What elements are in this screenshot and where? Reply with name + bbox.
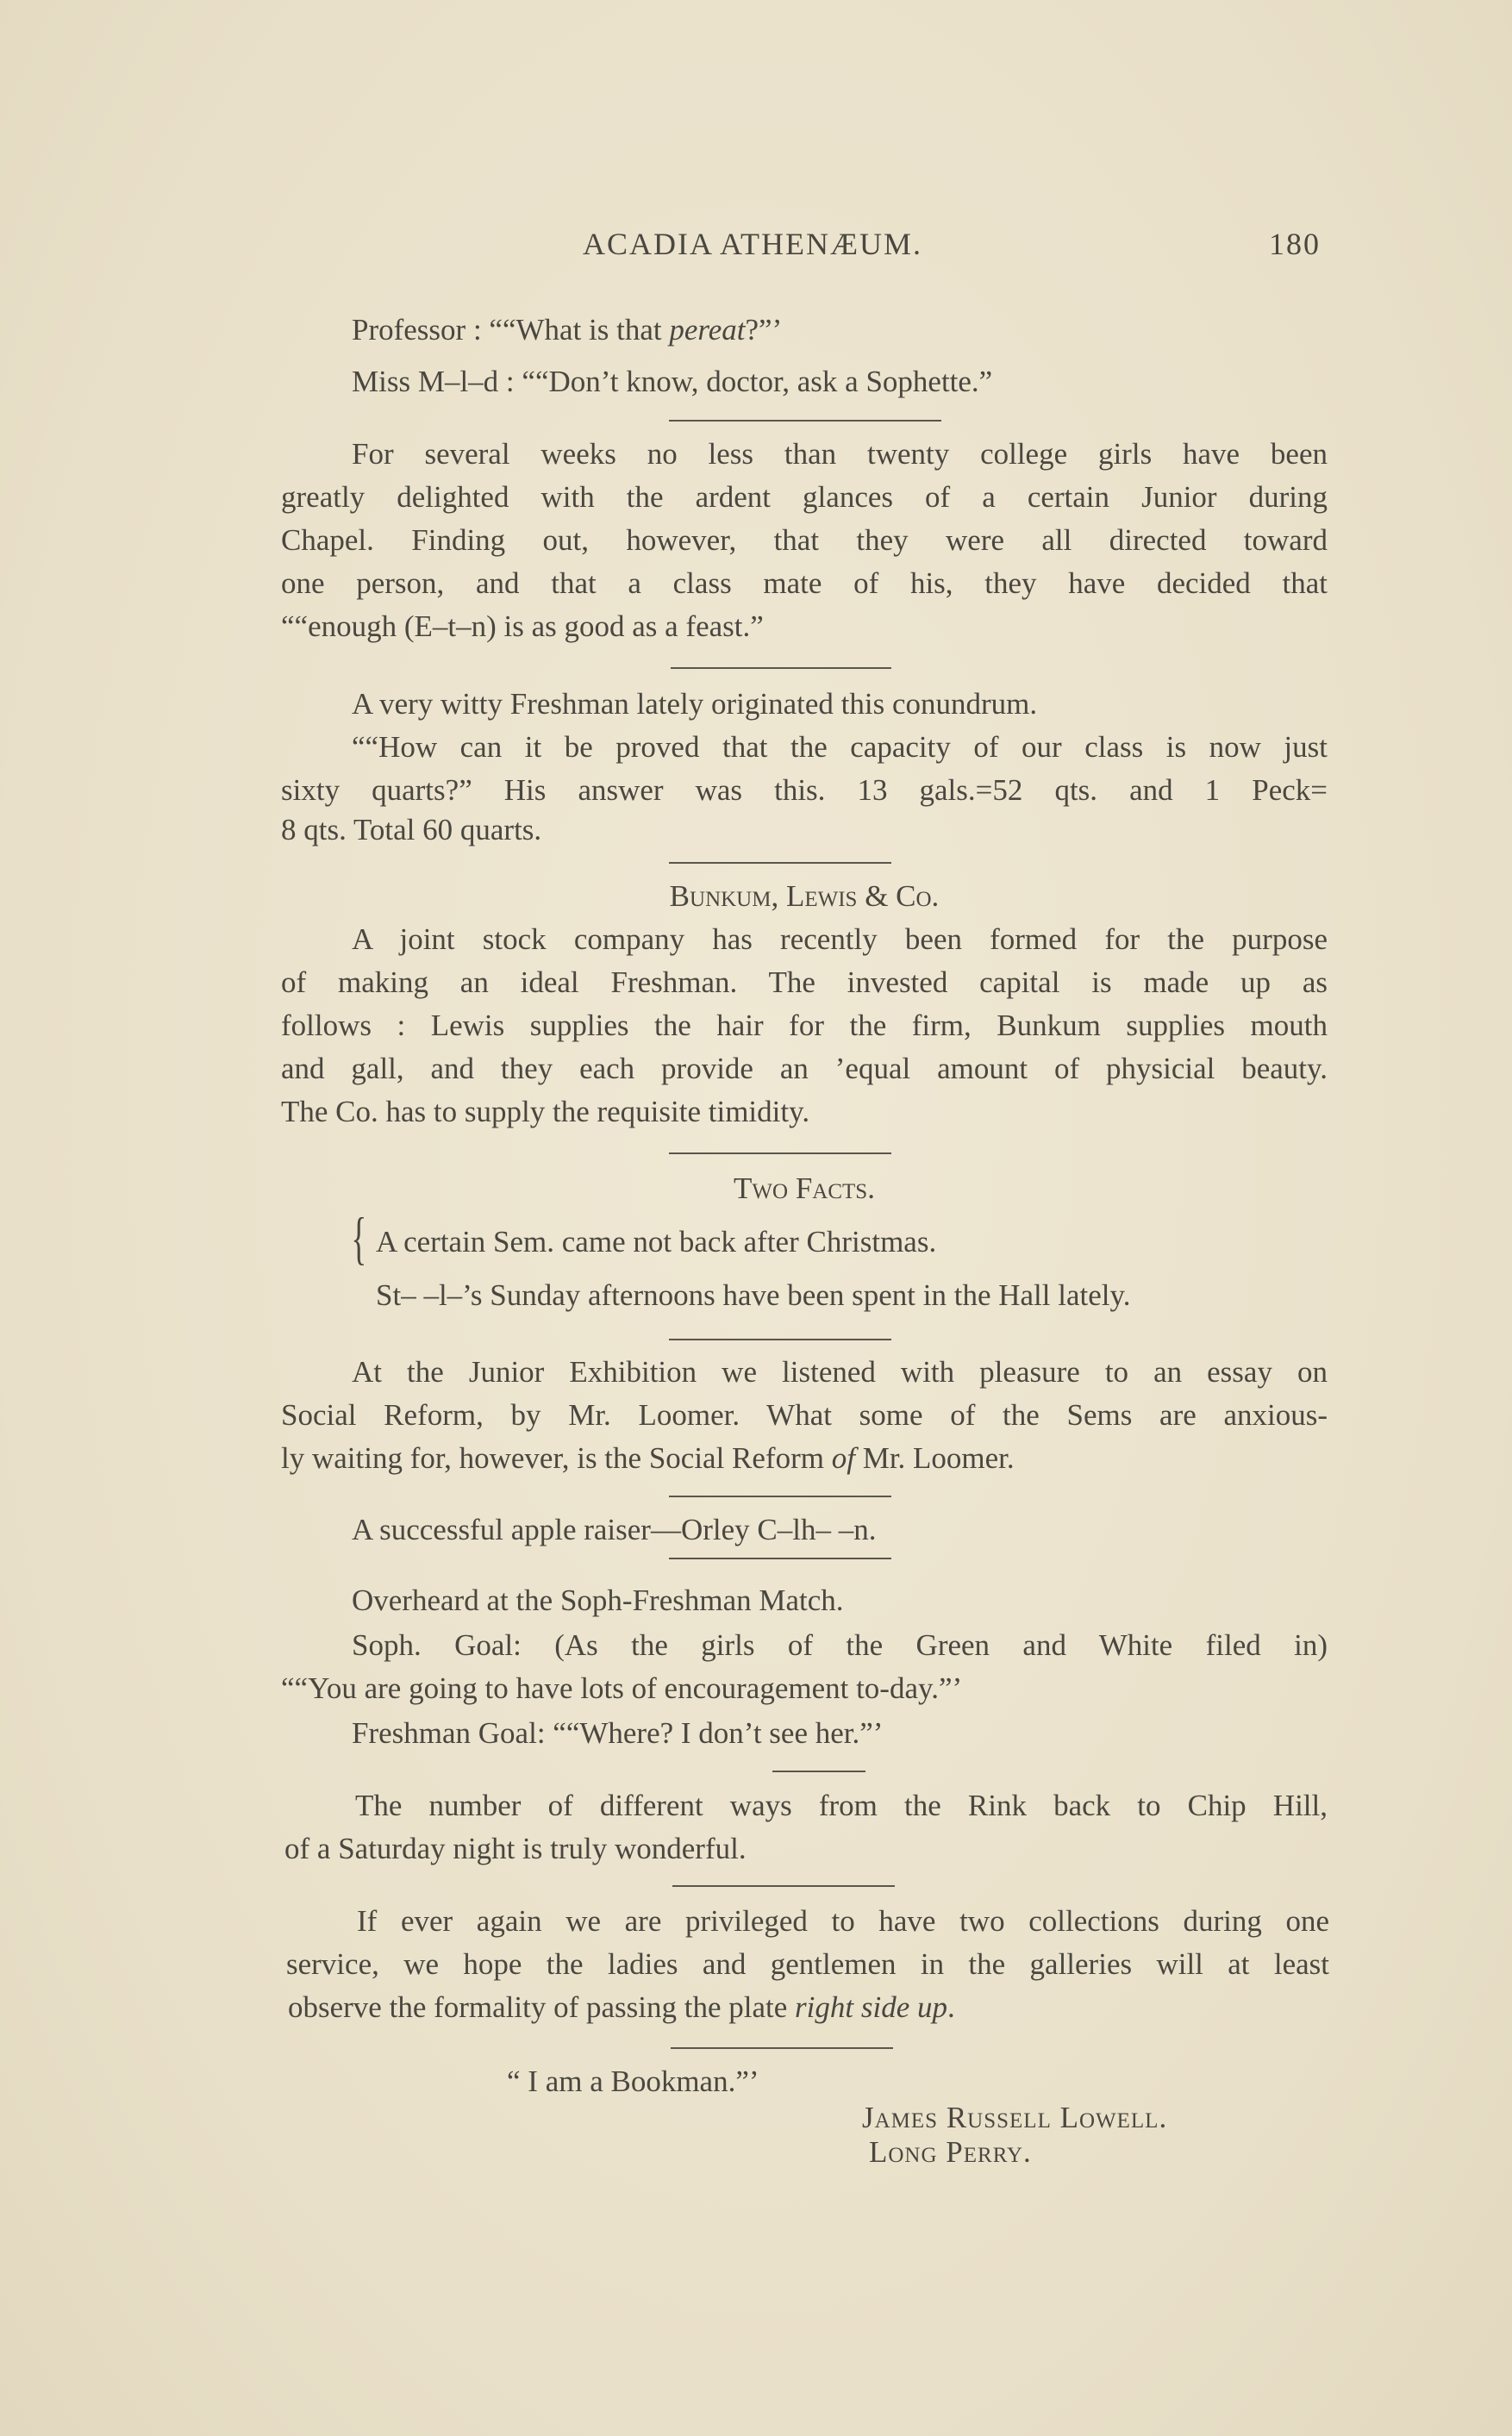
section-rule xyxy=(669,1339,891,1340)
section-rule xyxy=(671,667,891,669)
paragraph-line: ly waiting for, however, is the Social Reform of Mr. Loomer. xyxy=(281,1441,1015,1475)
paragraph-line: A successful apple raiser—Orley C–lh– –n. xyxy=(352,1513,877,1546)
section-rule xyxy=(672,1885,895,1887)
dialogue-line: Professor : ““What is that pereat?”’ xyxy=(352,313,783,347)
paragraph-line: A very witty Freshman lately originated this conundrum. xyxy=(352,687,1038,721)
paragraph-line: of a Saturday night is truly wonderful. xyxy=(284,1832,747,1865)
paragraph-line: follows : Lewis supplies the hair for the firm, Bunkum supplies mouth xyxy=(281,1009,1328,1042)
section-rule xyxy=(669,1496,891,1497)
paragraph-line: ““You are going to have lots of encouragement to-day.”’ xyxy=(281,1671,963,1705)
section-rule xyxy=(669,1152,891,1154)
paragraph-line: If ever again we are privileged to have two collections during one xyxy=(357,1904,1329,1938)
page-number: 180 xyxy=(1269,227,1321,261)
paragraph-line: At the Junior Exhibition we listened with pleasure to an essay on xyxy=(352,1355,1328,1389)
paragraph-line: Chapel. Finding out, however, that they were all directed toward xyxy=(281,523,1328,557)
section-rule xyxy=(671,2047,893,2049)
dialogue-line: Miss M–l–d : ““Don’t know, doctor, ask a Sophette.” xyxy=(352,365,993,398)
section-rule xyxy=(669,420,941,422)
paragraph-line: Freshman Goal: ““Where? I don’t see her.”’ xyxy=(352,1716,884,1750)
section-rule xyxy=(669,862,891,864)
paragraph-line: sixty quarts?” His answer was this. 13 gals.=52 qts. and 1 Peck= xyxy=(281,773,1328,807)
paragraph-line: 8 qts. Total 60 quarts. xyxy=(281,813,542,846)
running-header-title: ACADIA ATHENÆUM. xyxy=(583,227,923,261)
paragraph-line: The Co. has to supply the requisite timidity. xyxy=(281,1095,810,1128)
section-heading: Bunkum, Lewis & Co. xyxy=(669,879,940,913)
attribution: James Russell Lowell. xyxy=(862,2101,1168,2134)
paragraph-line: observe the formality of passing the plate right side up. xyxy=(288,1990,955,2024)
brace-mark: { xyxy=(351,1205,367,1271)
paragraph-line: service, we hope the ladies and gentlemen in the galleries will at least xyxy=(286,1947,1329,1981)
attribution: Long Perry. xyxy=(869,2135,1032,2169)
paragraph-line: St– –l–’s Sunday afternoons have been spent in the Hall lately. xyxy=(376,1278,1131,1312)
paragraph-line: A certain Sem. came not back after Christmas. xyxy=(376,1225,937,1259)
paragraph-line: and gall, and they each provide an ’equal amount of physicial beauty. xyxy=(281,1052,1328,1085)
paragraph-line: A joint stock company has recently been formed for the purpose xyxy=(352,922,1328,956)
paragraph-line: ““enough (E–t–n) is as good as a feast.” xyxy=(281,609,764,643)
paragraph-line: Social Reform, by Mr. Loomer. What some of the Sems are anxious- xyxy=(281,1398,1328,1432)
section-heading: Two Facts. xyxy=(734,1171,875,1205)
paragraph-line: Overheard at the Soph-Freshman Match. xyxy=(352,1583,844,1617)
quotation: “ I am a Bookman.”’ xyxy=(507,2064,759,2098)
paragraph-line: one person, and that a class mate of his, they have decided that xyxy=(281,566,1328,600)
paragraph-line: greatly delighted with the ardent glances of a certain Junior during xyxy=(281,480,1328,514)
section-rule xyxy=(669,1558,891,1559)
paragraph-line: of making an ideal Freshman. The invested capital is made up as xyxy=(281,965,1328,999)
paragraph-line: Soph. Goal: (As the girls of the Green and White filed in) xyxy=(352,1628,1328,1662)
section-rule xyxy=(772,1771,865,1772)
paragraph-line: For several weeks no less than twenty college girls have been xyxy=(352,437,1328,471)
paragraph-line: The number of different ways from the Rink back to Chip Hill, xyxy=(355,1789,1328,1822)
paragraph-line: ““How can it be proved that the capacity of our class is now just xyxy=(352,730,1328,764)
